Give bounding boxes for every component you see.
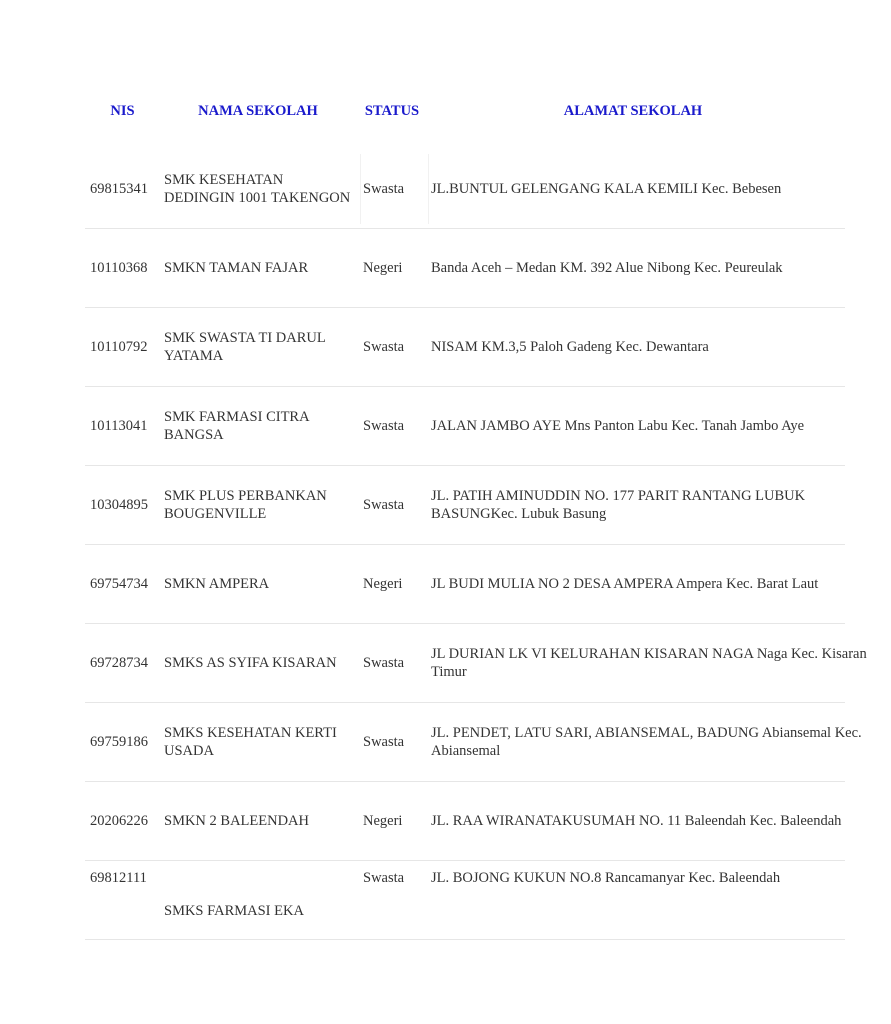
cell-alamat-sekolah: NISAM KM.3,5 Paloh Gadeng Kec. Dewantara [431,339,709,355]
table-row [85,782,845,861]
cell-nama-sekolah: SMK KESEHATAN DEDINGIN 1001 TAKENGON [164,172,351,206]
cell-nis: 69759186 [90,734,148,750]
cell-alamat-sekolah: JL. RAA WIRANATAKUSUMAH NO. 11 Baleendah Kec. Baleendah [431,813,842,829]
table-row [85,229,845,308]
cell-alamat-sekolah: JALAN JAMBO AYE Mns Panton Labu Kec. Tanah Jambo Aye [431,418,805,434]
cell-status: Swasta [363,181,405,197]
cell-nama-sekolah: SMKN TAMAN FAJAR [164,260,309,276]
cell-nis: 10110368 [90,260,148,276]
table-header-row [85,72,845,150]
cell-nama-sekolah: SMKN 2 BALEENDAH [164,813,309,829]
cell-nama-sekolah: SMKS AS SYIFA KISARAN [164,655,337,671]
cell-alamat-sekolah: JL. PATIH AMINUDDIN NO. 177 PARIT RANTANG LUBUK BASUNGKec. Lubuk Basung [431,488,806,522]
cell-status: Swasta [363,339,405,355]
cell-nama-sekolah: SMKS KESEHATAN KERTI USADA [164,725,337,759]
table-row [85,861,845,940]
table-row [85,624,867,703]
cell-status: Swasta [363,418,405,434]
cell-nis: 69815341 [90,181,148,197]
cell-alamat-sekolah: JL. PENDET, LATU SARI, ABIANSEMAL, BADUNG Abiansemal Kec. Abiansemal [431,725,862,759]
table-row [85,308,845,387]
cell-status: Negeri [363,260,403,276]
cell-nis: 10110792 [90,339,148,355]
cell-nis: 69754734 [90,576,148,592]
cell-nis: 10113041 [90,418,148,434]
cell-nis: 69812111 [90,870,147,886]
cell-nama-sekolah: SMK SWASTA TI DARUL YATAMA [164,330,326,364]
table-row [85,150,845,229]
table-row [85,387,845,466]
cell-nis: 69728734 [90,655,148,671]
cell-nama-sekolah: SMKN AMPERA [164,576,270,592]
cell-alamat-sekolah: JL BUDI MULIA NO 2 DESA AMPERA Ampera Kec. Barat Laut [431,576,819,592]
cell-alamat-sekolah: JL DURIAN LK VI KELURAHAN KISARAN NAGA Naga Kec. Kisaran Timur [431,646,867,680]
cell-nama-sekolah: SMKS FARMASI EKA [164,903,304,919]
table-row [85,466,845,545]
cell-nis: 10304895 [90,497,148,513]
cell-status: Negeri [363,576,403,592]
table-row [85,545,845,624]
cell-nama-sekolah: SMK FARMASI CITRA BANGSA [164,409,309,443]
cell-nama-sekolah: SMK PLUS PERBANKAN BOUGENVILLE [164,488,327,522]
cell-alamat-sekolah: Banda Aceh – Medan KM. 392 Alue Nibong Kec. Peureulak [431,260,783,276]
cell-nis: 20206226 [90,813,148,829]
table-row [85,703,862,782]
cell-status: Swasta [363,734,405,750]
cell-status: Negeri [363,813,403,829]
cell-status: Swasta [363,655,405,671]
cell-status: Swasta [363,497,405,513]
cell-alamat-sekolah: JL.BUNTUL GELENGANG KALA KEMILI Kec. Bebesen [431,181,782,197]
cell-divider [428,154,429,224]
schools-table [85,72,867,940]
header-alamat-sekolah: ALAMAT SEKOLAH [563,103,703,119]
cell-alamat-sekolah: JL. BOJONG KUKUN NO.8 Rancamanyar Kec. Baleendah [431,870,781,886]
header-nama-sekolah: NAMA SEKOLAH [198,103,318,119]
header-status: STATUS [364,103,420,119]
header-nis: NIS [110,103,135,119]
cell-status: Swasta [363,870,405,886]
